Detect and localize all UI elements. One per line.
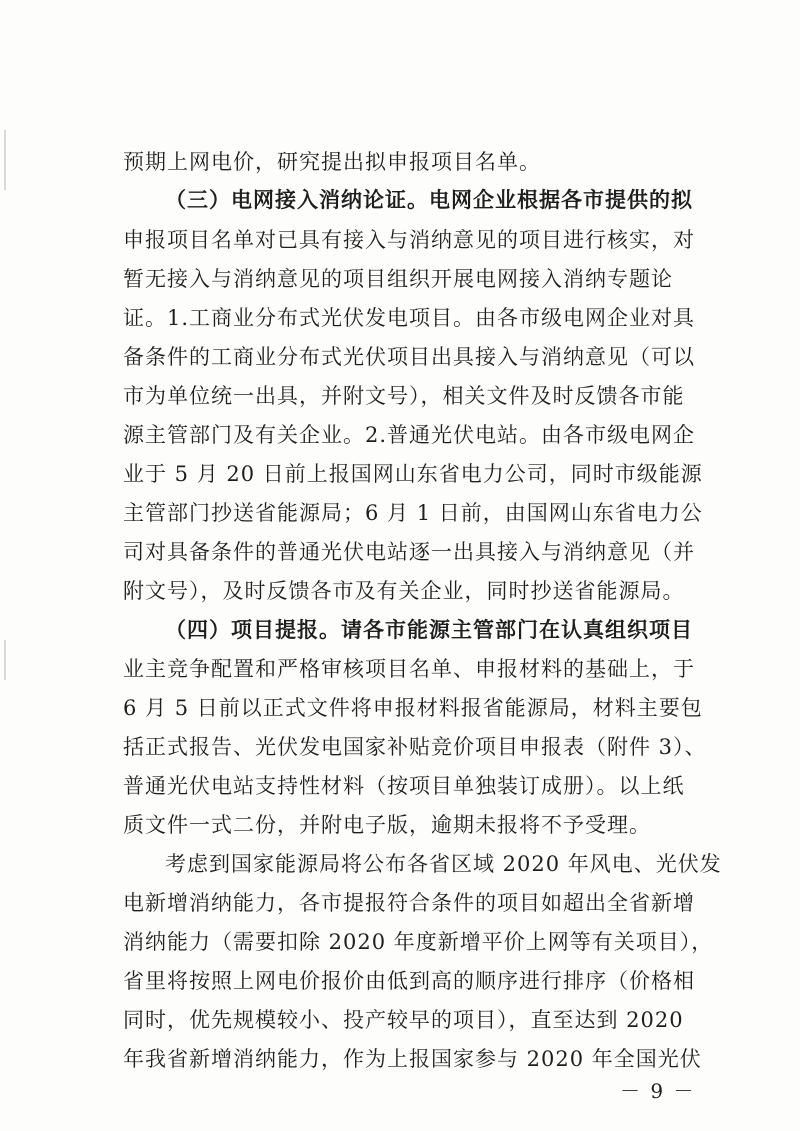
paragraph-first-line: 考虑到国家能源局将公布各省区域 2020 年风电、光伏发 [165, 852, 722, 876]
text-line: 业于 5 月 20 日前上报国网山东省电力公司，同时市级能源 [123, 462, 703, 486]
text-line: 司对具备条件的普通光伏电站逐一出具接入与消纳意见（并 [123, 540, 695, 564]
text-line: 6 月 5 日前以正式文件将申报材料报省能源局，材料主要包 [123, 696, 703, 720]
text-line: 市为单位统一出具，并附文号），相关文件及时反馈各市能 [123, 384, 685, 408]
scan-margin-mark [4, 640, 6, 680]
text-line: 源主管部门及有关企业。2.普通光伏电站。由各市级电网企 [123, 423, 696, 447]
text-line: 备条件的工商业分布式光伏项目出具接入与消纳意见（可以 [123, 345, 695, 369]
text-line: 预期上网电价，研究提出拟申报项目名单。 [123, 150, 541, 174]
text-line: 申报项目名单对已具有接入与消纳意见的项目进行核实，对 [123, 228, 695, 252]
text-line: 质文件一式二份，并附电子版，逾期未报将不予受理。 [123, 813, 651, 837]
text-line: 省里将按照上网电价报价由低到高的顺序进行排序（价格相 [123, 969, 695, 993]
text-line: 证。1.工商业分布式光伏发电项目。由各市级电网企业对具 [123, 306, 696, 330]
scan-margin-mark [4, 130, 6, 190]
text-line: 业主竞争配置和严格审核项目名单、申报材料的基础上，于 [123, 657, 695, 681]
text-line: 年我省新增消纳能力，作为上报国家参与 2020 年全国光伏 [123, 1047, 702, 1071]
section-heading-line: （三）电网接入消纳论证。电网企业根据各市提供的拟 [165, 187, 693, 212]
text-line: 主管部门抄送省能源局；6 月 1 日前，由国网山东省电力公 [123, 501, 703, 525]
section-heading-line: （四）项目提报。请各市能源主管部门在认真组织项目 [165, 617, 693, 642]
text-line: 电新增消纳能力，各市提报符合条件的项目如超出全省新增 [123, 891, 695, 915]
text-line: 暂无接入与消纳意见的项目组织开展电网接入消纳专题论 [123, 267, 673, 291]
text-line: 消纳能力（需要扣除 2020 年度新增平价上网等有关项目）， [123, 930, 714, 954]
text-line: 同时，优先规模较小、投产较早的项目），直至达到 2020 [123, 1008, 684, 1032]
page-number: － 9 － [620, 1079, 696, 1103]
text-line: 括正式报告、光伏发电国家补贴竞价项目申报表（附件 3）、 [123, 735, 707, 759]
text-line: 普通光伏电站支持性材料（按项目单独装订成册）。以上纸 [123, 774, 685, 798]
text-line: 附文号），及时反馈各市及有关企业，同时抄送省能源局。 [123, 579, 685, 603]
